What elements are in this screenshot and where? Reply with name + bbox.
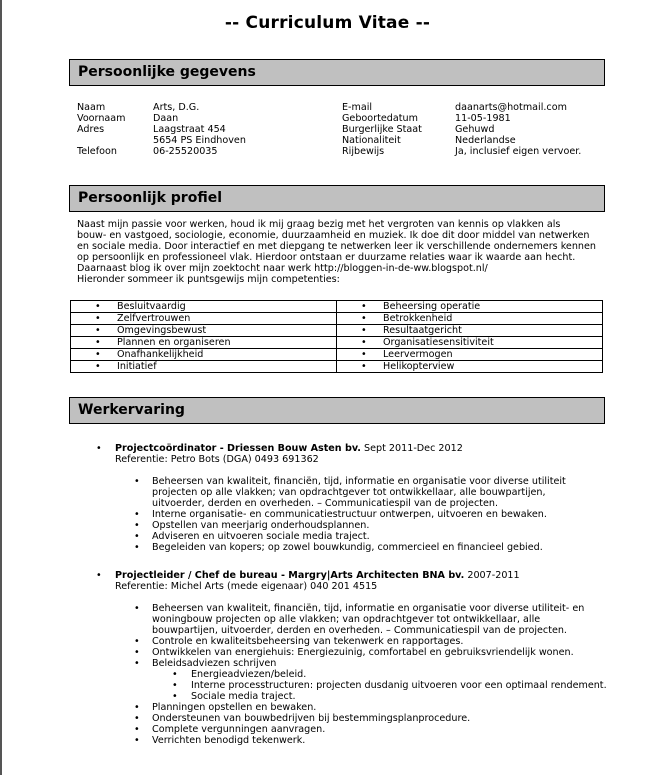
task-item: • Controle en kwaliteitsbeheersing van tekenwerk en rapportages. (134, 636, 464, 647)
detail-row (342, 124, 617, 135)
detail-label: Telefoon (77, 146, 117, 157)
bullet-icon: • (96, 570, 102, 581)
detail-row (342, 113, 617, 124)
job-heading (96, 570, 616, 581)
section-header-personal: Persoonlijke gegevens (69, 59, 605, 86)
bullet-icon: • (134, 476, 140, 487)
profile-text (77, 219, 612, 285)
profile-line: Hieronder sommeer ik puntsgewijs mijn competenties: (77, 274, 340, 285)
detail-row (77, 135, 337, 146)
bullet-icon: • (172, 680, 178, 691)
bullet-icon: • (134, 724, 140, 735)
bullet-icon: • (134, 647, 140, 658)
job-reference: Referentie: Petro Bots (DGA) 0493 691362 (115, 454, 319, 465)
bullet-icon: • (172, 669, 178, 680)
competency-cell: • Beheersing operatie (337, 301, 603, 313)
bullet-icon: • (134, 542, 140, 553)
task-list (134, 603, 616, 746)
subtask-item: • Sociale media traject. (172, 691, 296, 702)
competency-cell: • Betrokkenheid (337, 313, 603, 325)
detail-row (342, 146, 617, 157)
bullet-icon: • (361, 349, 367, 360)
task-item: • Interne organisatie- en communicatiestructuur ontwerpen, uitvoeren en bewaken. (134, 509, 547, 520)
bullet-icon: • (361, 313, 367, 324)
detail-label: Geboortedatum (342, 113, 418, 124)
detail-label: Burgerlijke Staat (342, 124, 422, 135)
job-period: Sept 2011-Dec 2012 (360, 443, 463, 454)
bullet-icon: • (134, 509, 140, 520)
bullet-icon: • (361, 325, 367, 336)
profile-line: op persoonlijk en professioneel vlak. Hierdoor ontstaan er duurzame relaties waar ik waarde aan hecht. (77, 252, 576, 263)
bullet-icon: • (134, 531, 140, 542)
bullet-icon: • (95, 337, 101, 348)
job-entry (96, 443, 616, 553)
profile-line: Naast mijn passie voor werken, houd ik mij graag bezig met het vergroten van kennis op vlakken als (77, 219, 561, 230)
task-item: • Ontwikkelen van energiehuis: Energiezuinig, comfortabel en gebruiksvriendelijk wonen. (134, 647, 574, 658)
detail-label: Voornaam (77, 113, 126, 124)
competency-cell: • Zelfvertrouwen (71, 313, 337, 325)
bullet-icon: • (361, 361, 367, 372)
bullet-icon: • (134, 713, 140, 724)
bullet-icon: • (95, 325, 101, 336)
personal-details-left (77, 102, 337, 157)
table-row (71, 313, 603, 325)
detail-label: Rijbewijs (342, 146, 385, 157)
bullet-icon: • (172, 691, 178, 702)
job-title: Projectleider / Chef de bureau - Margry|Arts Architecten BNA bv. (115, 570, 465, 581)
table-row (71, 337, 603, 349)
detail-value: Nederlandse (455, 135, 516, 146)
competency-cell: • Besluitvaardig (71, 301, 337, 313)
detail-value: 11-05-1981 (455, 113, 511, 124)
personal-details-right (342, 102, 617, 157)
bullet-icon: • (134, 603, 140, 614)
detail-row (77, 113, 337, 124)
detail-row (77, 102, 337, 113)
detail-row (342, 135, 617, 146)
task-list (134, 476, 616, 553)
job-entry (96, 570, 616, 746)
bullet-icon: • (134, 702, 140, 713)
detail-value: 5654 PS Eindhoven (153, 135, 246, 146)
competency-cell: • Resultaatgericht (337, 325, 603, 337)
bullet-icon: • (134, 520, 140, 531)
subtask-item: • Energieadviezen/beleid. (172, 669, 307, 680)
job-period: 2007-2011 (464, 570, 520, 581)
job-reference: Referentie: Michel Arts (mede eigenaar) 040 201 4515 (115, 581, 378, 592)
competencies-table (70, 300, 603, 373)
table-row (71, 301, 603, 313)
task-item: • Opstellen van meerjarig onderhoudsplannen. (134, 520, 370, 531)
detail-value: Arts, D.G. (153, 102, 200, 113)
task-item: • Verrichten benodigd tekenwerk. (134, 735, 306, 746)
bullet-icon: • (95, 301, 101, 312)
detail-label: Naam (77, 102, 106, 113)
bullet-icon: • (361, 301, 367, 312)
detail-value: Laagstraat 454 (153, 124, 226, 135)
detail-label: Nationaliteit (342, 135, 401, 146)
table-row (71, 349, 603, 361)
table-row (71, 361, 603, 373)
job-heading (96, 443, 616, 454)
bullet-icon: • (134, 636, 140, 647)
bullet-icon: • (96, 443, 102, 454)
bullet-icon: • (95, 361, 101, 372)
detail-label: Adres (77, 124, 105, 135)
table-row (71, 325, 603, 337)
section-header-experience: Werkervaring (69, 397, 605, 424)
task-item: • Planningen opstellen en bewaken. (134, 702, 317, 713)
job-title: Projectcoördinator - Driessen Bouw Asten bv. (115, 443, 361, 454)
section-header-profile: Persoonlijk profiel (69, 185, 605, 212)
detail-value: Ja, inclusief eigen vervoer. (455, 146, 582, 157)
profile-line: Daarnaast blog ik over mijn zoektocht naar werk http://bloggen-in-de-ww.blogspot.nl/ (77, 263, 488, 274)
detail-value: Gehuwd (455, 124, 495, 135)
competency-cell: • Plannen en organiseren (71, 337, 337, 349)
competency-cell: • Initiatief (71, 361, 337, 373)
document-title: -- Curriculum Vitae -- (224, 13, 431, 33)
detail-value: 06-25520035 (153, 146, 218, 157)
detail-row (342, 102, 617, 113)
bullet-icon: • (95, 313, 101, 324)
profile-line: bouw- en vastgoed, sociologie, economie, duurzaamheid en muziek. Ik doe dit door middel van netwerken (77, 230, 590, 241)
task-item: • Beheersen van kwaliteit, financiën, tijd, informatie en organisatie voor diverse utiliteit- en woningbouw projecten op alle vlakken; van opdrachtgever tot ontwikkellaar, alle bouwpartijen, uitvoerder, derden en overheden. – Communicatiespil van de projecten. (134, 603, 585, 636)
detail-row (77, 124, 337, 135)
competency-cell: • Helikopterview (337, 361, 603, 373)
detail-row (77, 146, 337, 157)
bullet-icon: • (95, 349, 101, 360)
task-item: • Complete vergunningen aanvragen. (134, 724, 326, 735)
competency-cell: • Organisatiesensitiviteit (337, 337, 603, 349)
subtask-list (152, 669, 616, 702)
task-item: • Beleidsadviezen schrijven • Energieadviezen/beleid. • Interne processtructuren: projecten dusdanig uitvoeren voor een optimaal rendement. • Sociale media traject. (134, 658, 616, 702)
detail-label: E-mail (342, 102, 373, 113)
profile-line: en sociale media. Door interactief en met diepgang te netwerken leer ik verschillende ondernemers kennen (77, 241, 596, 252)
task-item: • Beheersen van kwaliteit, financiën, tijd, informatie en organisatie voor diverse utiliteit projecten op alle vlakken; van opdrachtgever tot ontwikkellaar, alle bouwpartijen, uitvoerder, derden en overheden. – Communicatiespil van de projecten. (134, 476, 566, 509)
bullet-icon: • (361, 337, 367, 348)
task-item: • Ondersteunen van bouwbedrijven bij bestemmingsplanprocedure. (134, 713, 471, 724)
task-item: • Adviseren en uitvoeren sociale media traject. (134, 531, 370, 542)
detail-value: Daan (153, 113, 179, 124)
email-value[interactable]: daanarts@hotmail.com (455, 102, 567, 113)
bullet-icon: • (134, 735, 140, 746)
competency-cell: • Onafhankelijkheid (71, 349, 337, 361)
subtask-item: • Interne processtructuren: projecten dusdanig uitvoeren voor een optimaal rendement. (172, 680, 607, 691)
competency-cell: • Omgevingsbewust (71, 325, 337, 337)
bullet-icon: • (134, 658, 140, 669)
task-item: • Begeleiden van kopers; op zowel bouwkundig, commercieel en financieel gebied. (134, 542, 543, 553)
competency-cell: • Leervermogen (337, 349, 603, 361)
